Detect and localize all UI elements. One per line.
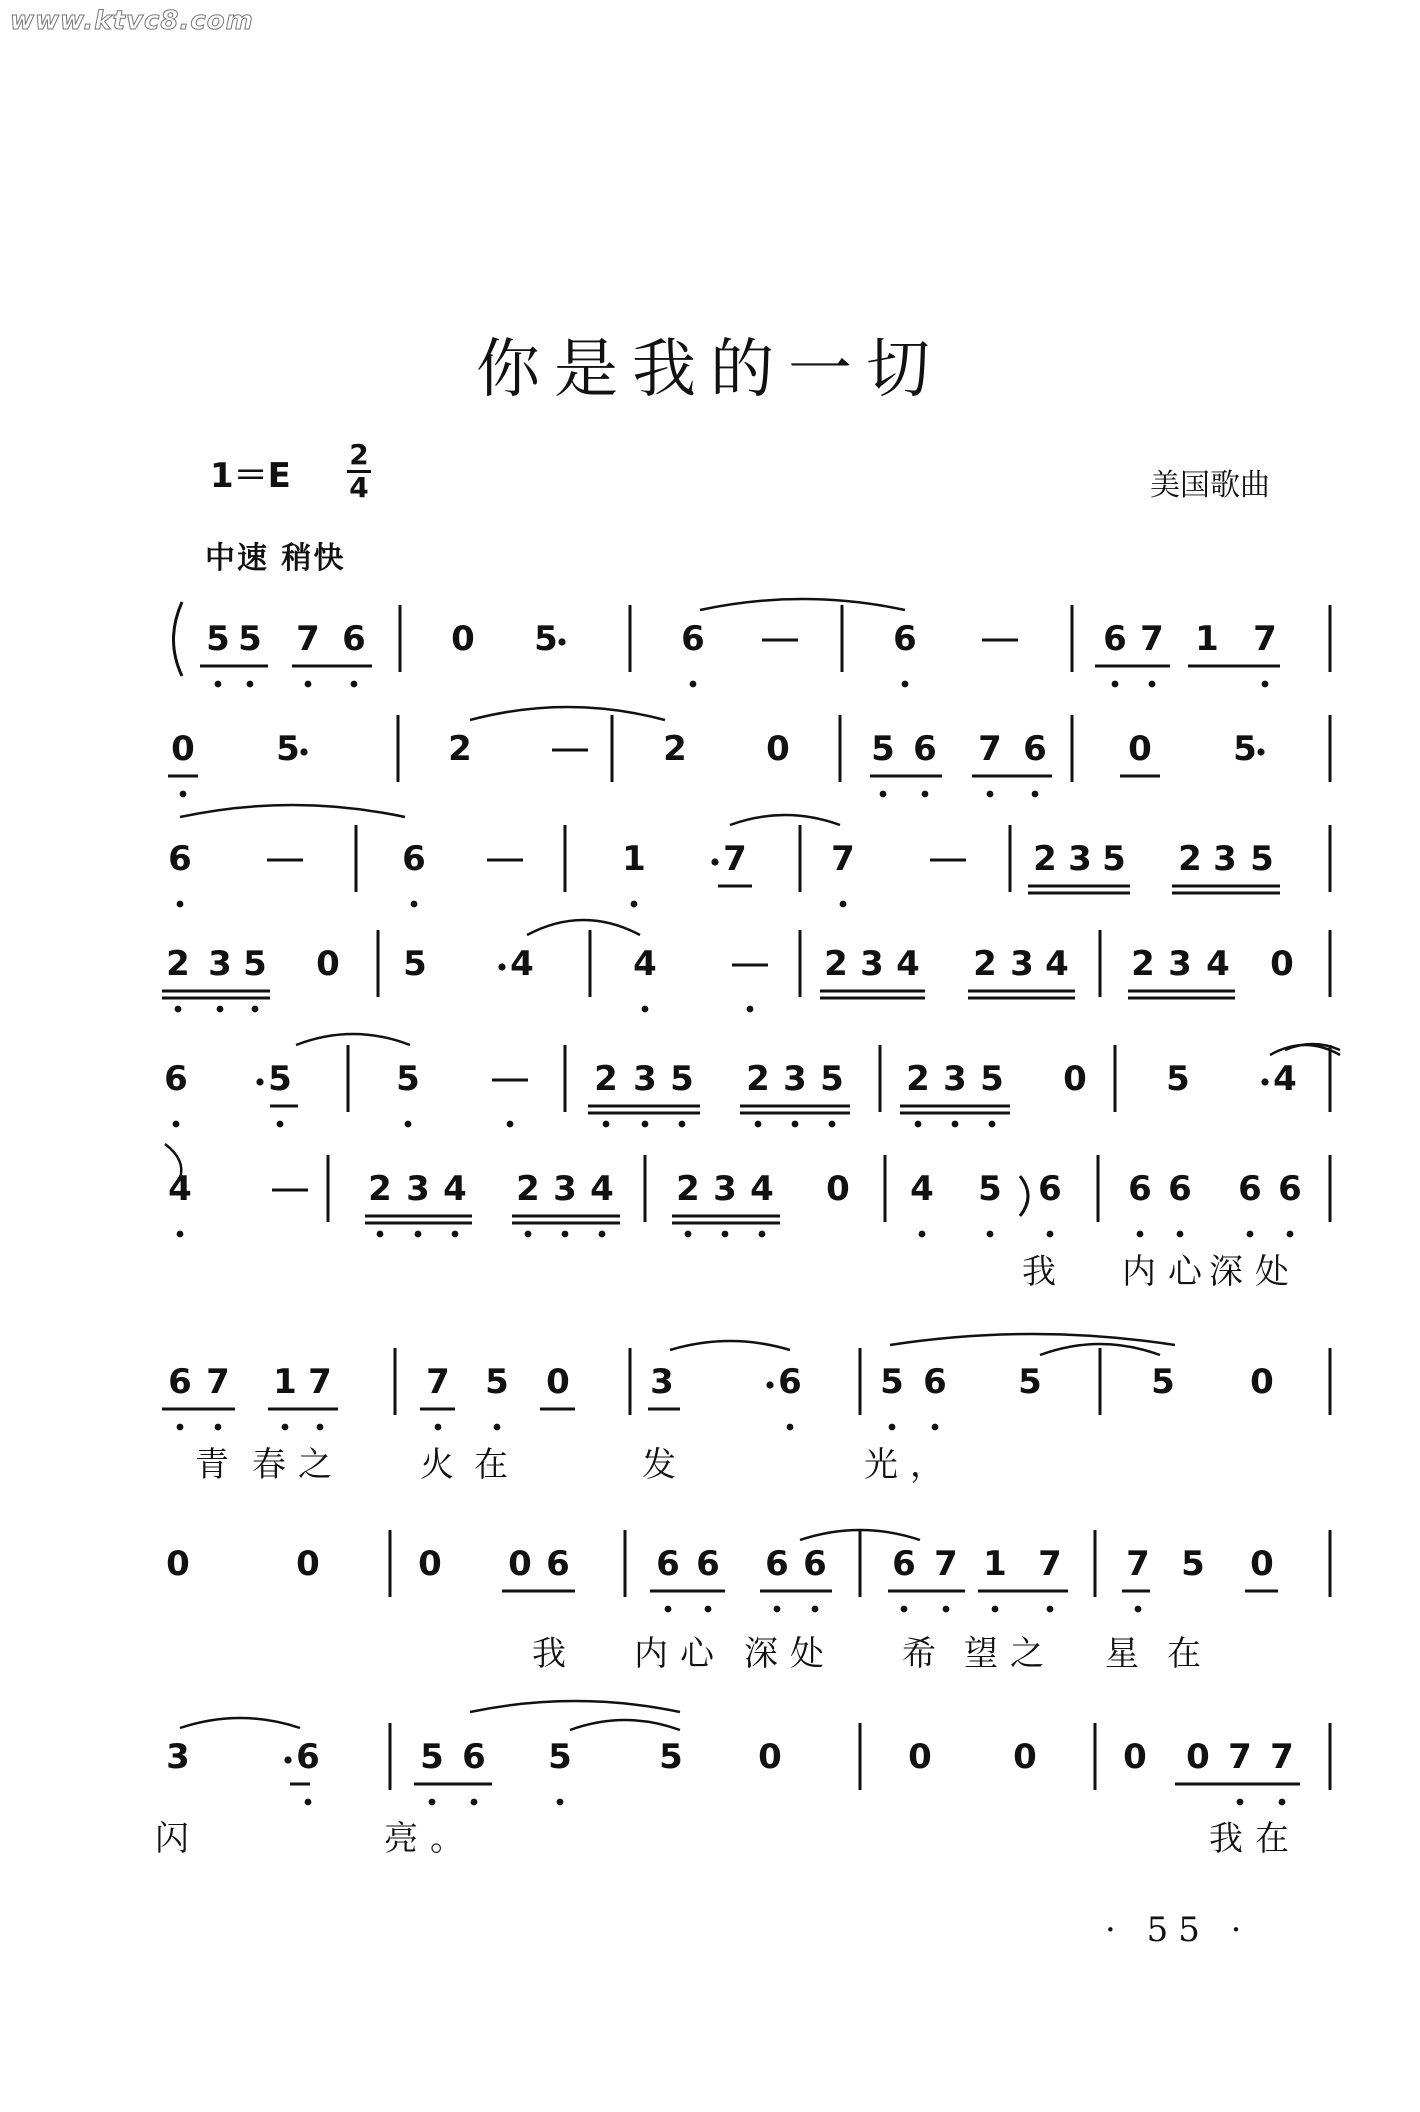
slur [527,920,640,935]
octave-dot [1287,1231,1294,1238]
octave-dot [932,1424,939,1431]
octave-dot [1247,1231,1254,1238]
octave-dot [435,1424,442,1431]
octave-dot [429,1799,436,1806]
octave-dot [562,1231,569,1238]
octave-dot [922,791,929,798]
octave-dot [217,1006,224,1013]
octave-dot [1137,1231,1144,1238]
time-signature-numerator: 2 [347,440,371,473]
octave-dot [840,901,847,908]
note-3: 3 [1010,944,1034,984]
intro-end-bracket [1020,1176,1028,1216]
octave-dot [215,1424,222,1431]
note-6: 6 [913,729,937,769]
watermark: www.ktvc8.com [10,6,254,36]
lyric: 在 [1167,1634,1213,1674]
note-6: 6 [546,1544,570,1584]
note-2: 2 [516,1169,540,1209]
note-0: 0 [1250,1544,1274,1584]
note-4: 4 [1206,944,1230,984]
octave-dot [880,791,887,798]
note-5: 5 [396,1059,420,1099]
lyric: 我 [1022,1252,1068,1292]
octave-dot [759,1231,766,1238]
note-4: 4 [590,1169,614,1209]
octave-dot [215,681,222,688]
lyric: 星 [1105,1634,1151,1674]
note-6: 6 [402,839,426,879]
lyric: 深处 [744,1634,836,1674]
octave-dot [405,1121,412,1128]
note-7: 7 [426,1362,450,1402]
lyric: 内心 [1122,1252,1214,1292]
note-4: 4 [443,1169,467,1209]
octave-dot [452,1231,459,1238]
note-7: 7 [1038,1544,1062,1584]
note-3: 3 [1168,944,1192,984]
slur [180,1718,300,1728]
note-2: 2 [824,944,848,984]
octave-dot [792,1121,799,1128]
note-6: 6 [893,619,917,659]
tempo-marking: 中速 稍快 [205,541,346,576]
note-5: 5 [1233,729,1257,769]
octave-dot [1032,791,1039,798]
octave-dot [812,1606,819,1613]
octave-dot [173,1121,180,1128]
note-0: 0 [1013,1737,1037,1777]
octave-dot [992,1606,999,1613]
note-2: 2 [368,1169,392,1209]
octave-dot [889,1424,896,1431]
octave-dot [1177,1231,1184,1238]
note-1: 1 [622,839,646,879]
note-5: 5 [403,944,427,984]
note-5: 5 [659,1737,683,1777]
octave-dot [277,1121,284,1128]
note-0: 0 [1123,1737,1147,1777]
note-7: 7 [723,839,747,879]
octave-dot [987,791,994,798]
octave-dot [1149,681,1156,688]
octave-dot [1262,681,1269,688]
slur [180,805,405,817]
note-5: 5 [420,1737,444,1777]
note-0: 0 [1128,729,1152,769]
note-4: 4 [1045,944,1069,984]
slur [470,707,665,720]
octave-dot [1237,1799,1244,1806]
octave-dot [305,1799,312,1806]
note-2: 2 [1178,839,1202,879]
octave-dot [415,1231,422,1238]
octave-dot [1135,1606,1142,1613]
lyric: 望之 [964,1634,1056,1674]
octave-dot [525,1231,532,1238]
lyric: 火 [420,1445,466,1485]
octave-dot [603,1121,610,1128]
slur [730,815,840,825]
octave-dot [177,1231,184,1238]
note-1: 1 [983,1544,1007,1584]
note-2: 2 [676,1169,700,1209]
note-5: 5 [1250,839,1274,879]
note-4: 4 [1273,1059,1297,1099]
note-6: 6 [1238,1169,1262,1209]
note-6: 6 [765,1544,789,1584]
note-6: 6 [803,1544,827,1584]
note-6: 6 [342,619,366,659]
note-3: 3 [166,1737,190,1777]
octave-dot [642,1006,649,1013]
note-5: 5 [980,1059,1004,1099]
octave-dot [1047,1606,1054,1613]
octave-dot [1279,1799,1286,1806]
note-2: 2 [973,944,997,984]
note-5: 5 [1102,839,1126,879]
octave-dot [351,681,358,688]
augmentation-dot [711,858,718,865]
augmentation-dot [284,1756,291,1763]
note-6: 6 [1038,1169,1062,1209]
octave-dot [180,791,187,798]
octave-dot [305,681,312,688]
octave-dot [317,1424,324,1431]
note-6: 6 [296,1737,320,1777]
note-5: 5 [978,1169,1002,1209]
augmentation-dot [300,748,307,755]
augmentation-dot [558,638,565,645]
note-5: 5 [534,619,558,659]
note-0: 0 [296,1544,320,1584]
slur [890,1334,1175,1345]
note-5: 5 [548,1737,572,1777]
slur [570,1720,680,1730]
note-2: 2 [166,944,190,984]
note-3: 3 [713,1169,737,1209]
octave-dot [642,1121,649,1128]
note-7: 7 [1253,619,1277,659]
octave-dot [902,681,909,688]
octave-dot [787,1424,794,1431]
note-7: 7 [1228,1737,1252,1777]
note-0: 0 [758,1737,782,1777]
note-3: 3 [406,1169,430,1209]
note-5: 5 [871,729,895,769]
note-4: 4 [910,1169,934,1209]
note-5: 5 [670,1059,694,1099]
octave-dot [952,1121,959,1128]
note-0: 0 [166,1544,190,1584]
octave-dot [1047,1231,1054,1238]
note-7: 7 [296,619,320,659]
octave-dot [774,1606,781,1613]
lyric: 我 [532,1634,578,1674]
note-6: 6 [696,1544,720,1584]
repeat-bracket [174,602,183,676]
octave-dot [829,1121,836,1128]
note-7: 7 [206,1362,230,1402]
note-5: 5 [243,944,267,984]
lyric: 发 [642,1445,688,1485]
note-2: 2 [1131,944,1155,984]
song-title: 你是我的一切 [476,333,944,407]
note-2: 2 [746,1059,770,1099]
octave-dot [915,1121,922,1128]
octave-dot [252,1006,259,1013]
slur [296,1034,410,1045]
slur [670,1341,790,1350]
octave-dot [177,901,184,908]
note-6: 6 [462,1737,486,1777]
note-7: 7 [1126,1544,1150,1584]
note-5: 5 [1181,1544,1205,1584]
note-5: 5 [206,619,230,659]
note-3: 3 [208,944,232,984]
note-6: 6 [778,1362,802,1402]
octave-dot [679,1121,686,1128]
octave-dot [377,1231,384,1238]
note-5: 5 [485,1362,509,1402]
octave-dot [705,1606,712,1613]
note-6: 6 [1103,619,1127,659]
octave-dot [755,1121,762,1128]
note-2: 2 [448,729,472,769]
note-7: 7 [978,729,1002,769]
octave-dot [919,1231,926,1238]
note-6: 6 [1023,729,1047,769]
octave-dot [631,901,638,908]
note-6: 6 [656,1544,680,1584]
note-2: 2 [663,729,687,769]
augmentation-dot [256,1078,263,1085]
octave-dot [494,1424,501,1431]
note-0: 0 [1250,1362,1274,1402]
note-6: 6 [1128,1169,1152,1209]
note-7: 7 [1140,619,1164,659]
lyric: 光， [864,1445,956,1485]
note-5: 5 [820,1059,844,1099]
note-0: 0 [508,1544,532,1584]
note-2: 2 [594,1059,618,1099]
augmentation-dot [1257,748,1264,755]
octave-dot [411,901,418,908]
note-5: 5 [880,1362,904,1402]
note-0: 0 [451,619,475,659]
note-1: 1 [273,1362,297,1402]
note-5: 5 [1151,1362,1175,1402]
octave-dot [175,1006,182,1013]
note-5: 5 [268,1059,292,1099]
note-6: 6 [681,619,705,659]
octave-dot [599,1231,606,1238]
note-0: 0 [1270,944,1294,984]
octave-dot [901,1606,908,1613]
octave-dot [557,1799,564,1806]
note-3: 3 [1213,839,1237,879]
note-7: 7 [1270,1737,1294,1777]
note-4: 4 [896,944,920,984]
note-6: 6 [168,1362,192,1402]
note-3: 3 [860,944,884,984]
note-0: 0 [766,729,790,769]
lyric: 在 [474,1445,520,1485]
song-origin: 美国歌曲 [1150,468,1270,503]
note-4: 4 [168,1169,192,1209]
note-5: 5 [1018,1362,1042,1402]
note-2: 2 [1033,839,1057,879]
note-7: 7 [934,1544,958,1584]
note-5: 5 [1166,1059,1190,1099]
note-7: 7 [308,1362,332,1402]
lyric: 青 [195,1445,241,1485]
octave-dot [665,1606,672,1613]
note-1: 1 [1195,619,1219,659]
note-0: 0 [1186,1737,1210,1777]
augmentation-dot [1261,1078,1268,1085]
lyric: 希 [902,1634,948,1674]
note-4: 4 [510,944,534,984]
note-5: 5 [276,729,300,769]
note-0: 0 [418,1544,442,1584]
octave-dot [471,1799,478,1806]
note-0: 0 [908,1737,932,1777]
octave-dot [177,1424,184,1431]
octave-dot [507,1121,514,1128]
lyric: 闪 [155,1819,201,1859]
lyric: 亮。 [384,1819,476,1859]
note-2: 2 [906,1059,930,1099]
octave-dot [247,681,254,688]
note-6: 6 [164,1059,188,1099]
time-signature-denominator: 4 [349,471,369,504]
lyric: 我在 [1209,1819,1301,1859]
octave-dot [685,1231,692,1238]
octave-dot [747,1006,754,1013]
page-number: · 55 · [1105,1910,1252,1950]
note-6: 6 [923,1362,947,1402]
lyric: 深处 [1209,1252,1301,1292]
note-6: 6 [892,1544,916,1584]
octave-dot [943,1606,950,1613]
note-3: 3 [650,1362,674,1402]
note-3: 3 [943,1059,967,1099]
note-3: 3 [633,1059,657,1099]
augmentation-dot [766,1381,773,1388]
note-6: 6 [1168,1169,1192,1209]
note-0: 0 [546,1362,570,1402]
note-5: 5 [238,619,262,659]
note-0: 0 [171,729,195,769]
note-0: 0 [826,1169,850,1209]
note-3: 3 [783,1059,807,1099]
note-6: 6 [1278,1169,1302,1209]
note-7: 7 [831,839,855,879]
octave-dot [989,1121,996,1128]
octave-dot [1112,681,1119,688]
note-6: 6 [168,839,192,879]
augmentation-dot [498,963,505,970]
lyric: 内心 [634,1634,726,1674]
note-4: 4 [750,1169,774,1209]
octave-dot [690,681,697,688]
slur [470,1701,680,1712]
lyric: 春之 [252,1445,344,1485]
key-signature: 1＝E [210,456,291,496]
slur [700,599,905,610]
octave-dot [722,1231,729,1238]
note-0: 0 [316,944,340,984]
note-3: 3 [1068,839,1092,879]
octave-dot [987,1231,994,1238]
note-3: 3 [553,1169,577,1209]
note-4: 4 [633,944,657,984]
octave-dot [282,1424,289,1431]
note-0: 0 [1063,1059,1087,1099]
